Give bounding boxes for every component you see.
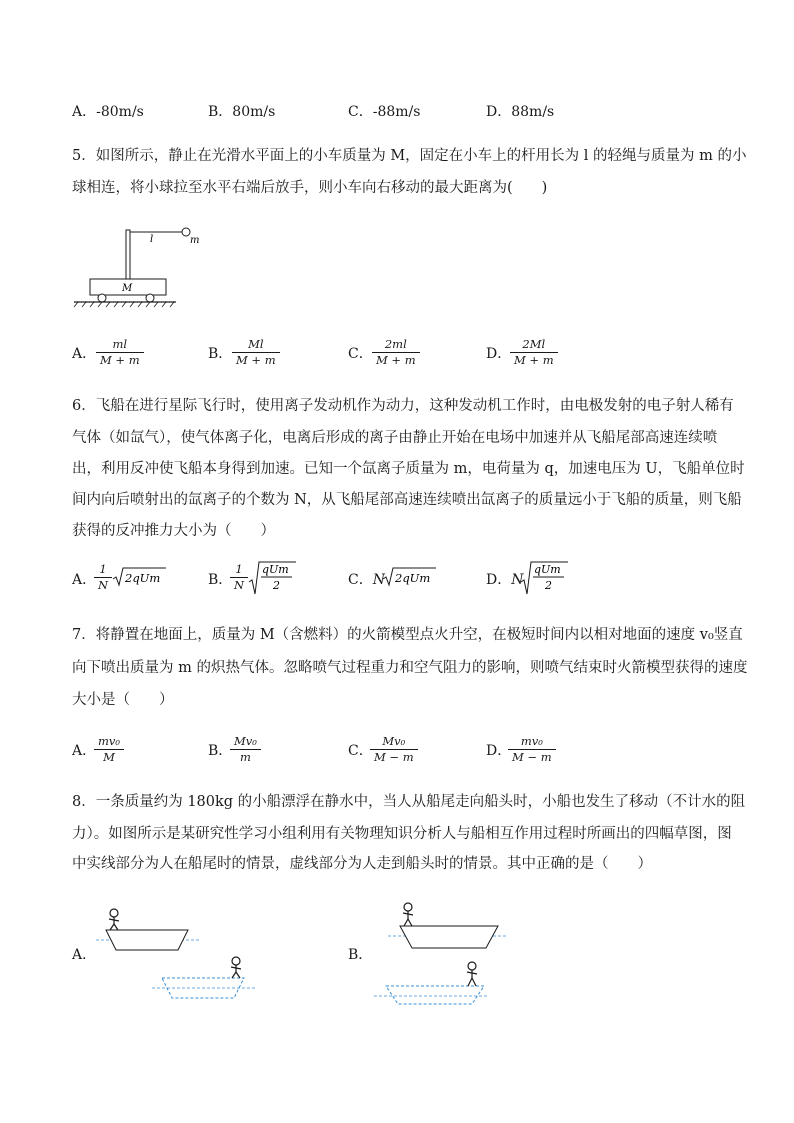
q8-option-b [348,945,372,965]
q5-option-c-fraction [372,338,420,367]
q6-option-a-num: 1 [99,562,107,576]
q5-option-c [348,344,373,364]
q5-option-d-label: D． [486,346,512,362]
q8-option-a-label: A． [72,947,97,963]
q5-option-d-fraction [510,338,558,367]
q8-a-person-solid [109,909,119,930]
q7-option-b-label: B． [208,743,233,759]
q7-option-b-den: m [239,750,251,764]
q5-cart-figure [70,222,210,310]
q8-option-a [72,945,96,965]
q7-stem-line-3: 大小是（ ） [72,692,174,708]
q7-option-c-label: C． [348,743,373,759]
q6-option-a-den: N [98,578,109,592]
q7-option-d-den: M − m [512,750,552,764]
q8-option-b-figure [372,896,522,1006]
q8-a-person-dashed [231,957,241,978]
q6-stem-line-3: 出，利用反冲使飞船本身得到加速。已知一个氙离子质量为 m，电荷量为 q，加速电压为 U，飞船单位时 [72,461,745,477]
q6-option-b-fraction [230,563,248,592]
q7-option-c-fraction [370,735,418,764]
q7-option-a-num: mv₀ [98,734,121,748]
q4-option-d-label: D． [486,104,512,120]
q6-option-a-fraction [94,563,112,592]
q5-option-a-num: ml [112,337,128,351]
q8-option-a-figure [96,900,266,1006]
q6-option-c [348,570,385,590]
q7-option-c-den: M − m [374,750,414,764]
q7-option-a [72,741,96,761]
q4-option-a-text: -80m/s [96,104,144,120]
q7-option-a-label: A． [72,743,97,759]
q4-option-b-text: 80m/s [232,104,276,120]
q5-stem-line-2: 球相连，将小球拉至水平右端后放手，则小车向右移动的最大距离为( ) [72,180,548,196]
q6-option-a [72,570,96,590]
q5-option-b-den: M + m [236,353,276,367]
q5-option-a-label: A． [72,346,97,362]
q5-option-c-label: C． [348,346,373,362]
q6-option-a-sqrt [112,566,166,588]
q5-cart-label: M [122,283,133,294]
q7-option-a-fraction [94,735,124,764]
q5-option-d-den: M + m [514,353,554,367]
q6-option-d-rad-den: 2 [545,579,552,592]
q8-b-person-dashed [467,962,477,986]
q6-option-d [486,570,523,590]
q7-option-b [208,741,232,761]
q5-option-b-label: B． [208,346,233,362]
q7-stem-line-1: 7．将静置在地面上，质量为 M（含燃料）的火箭模型点火升空，在极短时间内以相对地面的速度 v₀竖直 [72,627,743,643]
q7-option-b-fraction [230,735,261,764]
q4-option-d [486,102,554,122]
q4-option-c-label: C． [348,104,373,120]
q6-stem-line-2: 气体（如氙气），使气体离子化，电离后形成的离子由静止开始在电场中加速并从飞船尾部高速连续喷 [72,430,718,446]
q4-option-a-label: A． [72,104,97,120]
q6-option-d-prefix: N [511,572,524,588]
q5-option-b-fraction [232,338,280,367]
q5-option-b [208,344,232,364]
q6-option-a-label: A． [72,572,97,588]
q6-option-b-label: B． [208,572,233,588]
q6-option-d-label: D． [486,572,512,588]
q5-option-d-num: 2Ml [522,337,546,351]
q5-option-a-fraction [96,338,144,367]
q4-option-a [72,102,144,122]
q6-option-c-prefix: N [372,572,385,588]
q7-option-d-label: D． [486,743,512,759]
q8-stem-line-3: 中实线部分为人在船尾时的情景，虚线部分为人走到船头时的情景。其中正确的是（ ） [72,856,652,872]
q5-option-a-den: M + m [100,353,140,367]
q7-option-c-num: Mv₀ [382,734,406,748]
q4-option-d-text: 88m/s [511,104,555,120]
q7-option-a-den: M [103,750,115,764]
q6-option-d-sqrt [520,560,568,596]
q4-option-b [208,102,275,122]
q7-option-d-num: mv₀ [520,734,543,748]
q8-stem-line-2: 力）。如图所示是某研究性学习小组利用有关物理知识分析人与船相互作用过程时所画出的四幅草图，图 [72,826,732,842]
q6-option-c-label: C． [348,572,373,588]
q8-b-person-solid [403,903,413,926]
q6-option-c-sqrt [382,566,436,588]
q5-rope-label: l [150,234,154,245]
q6-option-c-radicand: 2qUm [395,571,431,585]
q5-stem-line-1: 5．如图所示，静止在光滑水平面上的小车质量为 M，固定在小车上的杆用长为 l 的轻绳与质量为 m 的小 [72,148,747,164]
q6-option-b-num: 1 [235,562,243,576]
q4-option-b-label: B． [208,104,233,120]
q6-option-a-radicand: 2qUm [125,571,161,585]
q5-ball-label: m [190,235,200,246]
q4-option-c-text: -88m/s [372,104,421,120]
q8-option-b-label: B． [348,947,373,963]
q5-option-c-num: 2ml [384,337,407,351]
q6-option-b-den: N [234,578,245,592]
q6-option-b [208,570,232,590]
q6-stem-line-5: 获得的反冲推力大小为（ ） [72,523,275,539]
q5-option-d [486,344,511,364]
q6-option-b-rad-num: qUm [262,563,289,576]
q7-option-c [348,741,373,761]
q8-stem-line-1: 8．一条质量约为 180kg 的小船漂浮在静水中，当人从船尾走向船头时，小船也发生了移动（不计水的阻 [72,794,746,810]
q5-option-a [72,344,96,364]
q6-stem-line-1: 6．飞船在进行星际飞行时，使用离子发动机作为动力，这种发动机工作时，由电极发射的电子射人稀有 [72,398,734,414]
q7-option-b-num: Mv₀ [234,734,257,748]
q6-option-b-rad-den: 2 [273,579,280,592]
q5-option-c-den: M + m [376,353,416,367]
q7-option-d-fraction [508,735,556,764]
q4-option-c [348,102,420,122]
q7-stem-line-2: 向下喷出质量为 m 的炽热气体。忽略喷气过程重力和空气阻力的影响，则喷气结束时火箭模型获得的速度 [72,660,748,676]
q6-option-d-rad-num: qUm [534,563,561,576]
q6-stem-line-4: 间内向后喷射出的氙离子的个数为 N，从飞船尾部高速连续喷出氙离子的质量远小于飞船的质量，则飞船 [72,492,742,508]
q6-option-b-sqrt [248,560,296,596]
q5-option-b-num: Ml [248,337,264,351]
